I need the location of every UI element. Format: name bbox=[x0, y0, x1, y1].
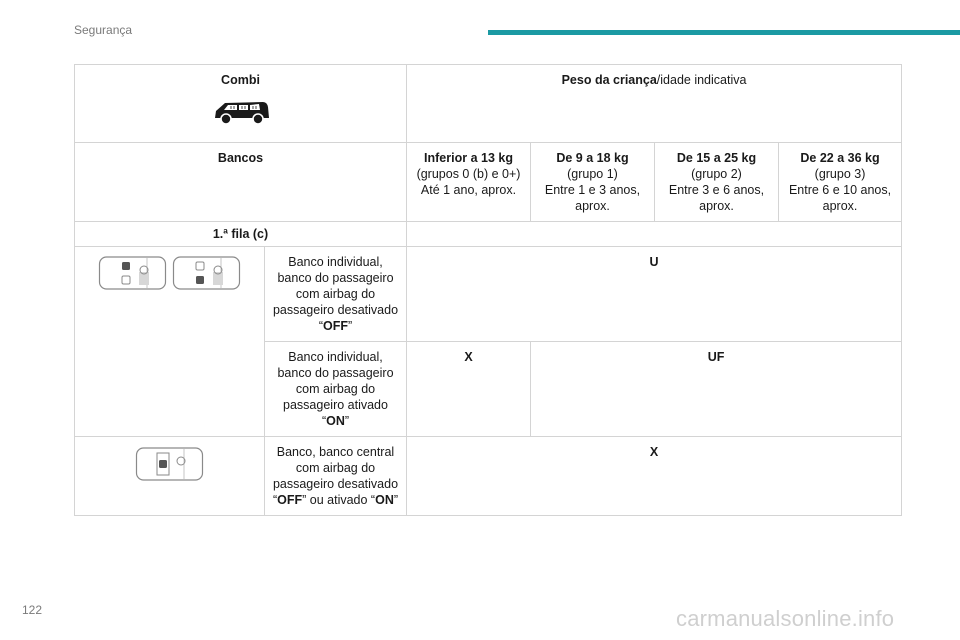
group-cell-3 bbox=[779, 143, 902, 222]
group-number: (grupo 2) bbox=[691, 167, 742, 181]
seat-on-value-rest: UF bbox=[531, 342, 902, 437]
car-side-icon bbox=[211, 98, 271, 126]
table-row bbox=[75, 247, 902, 342]
group-weight: De 9 a 18 kg bbox=[556, 151, 629, 165]
watermark: carmanualsonline.info bbox=[676, 606, 895, 631]
group-cell-0 bbox=[407, 143, 531, 222]
seat-map-cell bbox=[75, 247, 265, 437]
seat-map-icon bbox=[98, 255, 168, 291]
bench-description: Banco, banco central com airbag do passageiro desativado “OFF” ou ativado “ON” bbox=[265, 437, 407, 516]
group-age: Entre 6 e 10 anos, aprox. bbox=[788, 183, 892, 213]
weight-header-cell bbox=[407, 65, 902, 143]
child-seat-table bbox=[74, 64, 902, 516]
group-weight: De 22 a 36 kg bbox=[800, 151, 880, 165]
table-row bbox=[75, 143, 902, 222]
group-age: Até 1 ano, aprox. bbox=[420, 183, 517, 197]
empty-cell bbox=[407, 222, 902, 247]
seat-off-value: U bbox=[407, 247, 902, 342]
group-age: Entre 1 e 3 anos, aprox. bbox=[544, 183, 641, 213]
weight-header-rest: /idade indicativa bbox=[656, 73, 747, 87]
page-number: 122 bbox=[22, 603, 43, 617]
seats-label: Bancos bbox=[75, 143, 407, 222]
seat-on-description: Banco individual, banco do passageiro com airbag do passageiro ativado “ON” bbox=[265, 342, 407, 437]
table-row bbox=[75, 437, 902, 516]
bench-value: X bbox=[407, 437, 902, 516]
group-age: Entre 3 e 6 anos, aprox. bbox=[668, 183, 765, 213]
table-row bbox=[75, 222, 902, 247]
table-row bbox=[75, 65, 902, 143]
group-cell-2 bbox=[655, 143, 779, 222]
group-weight: De 15 a 25 kg bbox=[676, 151, 757, 165]
seat-map-icon bbox=[135, 446, 205, 482]
header-accent-bar bbox=[488, 30, 960, 35]
seat-on-value-first: X bbox=[407, 342, 531, 437]
group-number: (grupo 1) bbox=[567, 167, 618, 181]
bench-map-cell bbox=[75, 437, 265, 516]
group-cell-1 bbox=[531, 143, 655, 222]
row-label: 1.ª fila (c) bbox=[75, 222, 407, 247]
combi-cell bbox=[75, 65, 407, 143]
combi-label: Combi bbox=[221, 73, 260, 87]
seat-off-description: Banco individual, banco do passageiro com airbag do passageiro desativado “OFF” bbox=[265, 247, 407, 342]
group-number: (grupo 3) bbox=[814, 167, 866, 181]
seat-map-icon bbox=[172, 255, 242, 291]
section-title: Segurança bbox=[74, 23, 133, 37]
group-number: (grupos 0 (b) e 0+) bbox=[416, 167, 521, 181]
group-weight: Inferior a 13 kg bbox=[424, 151, 513, 165]
weight-header-bold: Peso da criança bbox=[561, 73, 657, 87]
